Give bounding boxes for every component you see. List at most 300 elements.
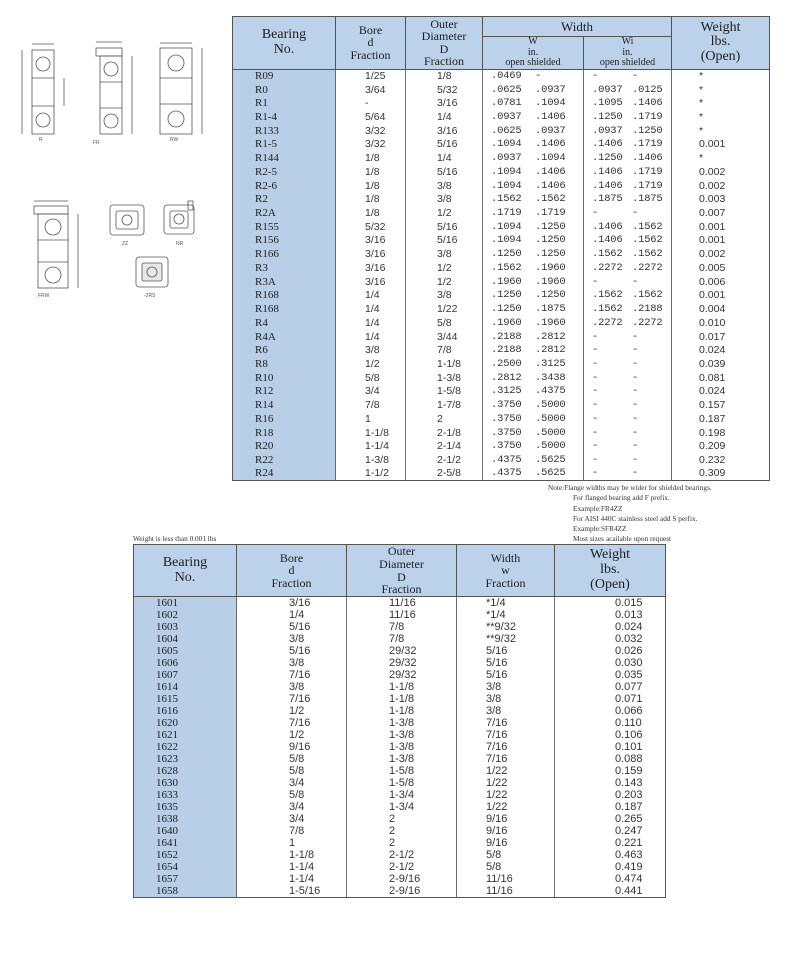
outer-diameter-cell: 1-1/8 — [406, 357, 483, 371]
width-w-shielded: .1875 — [535, 303, 566, 316]
table-row — [233, 412, 770, 426]
width-w-cell — [483, 385, 584, 399]
width-cell: 7/16 — [457, 729, 555, 741]
width-w-open: .0937 — [491, 152, 522, 165]
width-w-open: .1960 — [491, 275, 522, 288]
bore-cell: 3/16 — [336, 261, 406, 275]
note-line: For AISI 440C stainless steel add S perfix. — [573, 513, 698, 523]
width-wi-shielded: .1719 — [632, 138, 663, 151]
width-wi-shielded: - — [632, 440, 639, 453]
table-notes — [548, 483, 788, 545]
bearing-no-cell: 1654 — [134, 861, 237, 873]
outer-diameter-cell: 1-3/4 — [347, 789, 457, 801]
width-wi-open: .1562 — [592, 289, 623, 302]
width-cell: **9/32 — [457, 633, 555, 645]
width-w-open: .4375 — [491, 467, 522, 480]
width-w-shielded: .0937 — [535, 83, 566, 96]
width-w-open: .2812 — [491, 371, 522, 384]
table-row — [134, 849, 666, 861]
table-row — [233, 96, 770, 110]
weight-cell: 0.441 — [555, 885, 666, 898]
outer-diameter-cell: 2-9/16 — [347, 873, 457, 885]
outer-diameter-cell: 1/22 — [406, 302, 483, 316]
width-w-open: .0469 — [491, 70, 522, 83]
weight-footnote: Weight is less than 0.001 lbs — [133, 534, 217, 543]
width-w-cell — [483, 206, 584, 220]
table-row — [134, 777, 666, 789]
width-wi-cell — [584, 302, 672, 316]
width-wi-shielded: - — [632, 344, 639, 357]
outer-diameter-cell: 1-3/8 — [347, 729, 457, 741]
width-w-shielded: .1406 — [535, 165, 566, 178]
weight-cell: 0.247 — [555, 825, 666, 837]
bore-cell: 5/8 — [336, 371, 406, 385]
width-wi-open: .0937 — [592, 124, 623, 137]
outer-diameter-cell: 1/2 — [406, 275, 483, 289]
width-w-cell — [483, 234, 584, 248]
bearing-no-cell: R10 — [233, 371, 336, 385]
bearing-no-cell: 1615 — [134, 693, 237, 705]
width-wi-shielded: - — [632, 426, 639, 439]
table-row — [134, 717, 666, 729]
weight-cell: 0.005 — [672, 261, 770, 275]
header-outer-diameter: Outer Diameter D Fraction — [347, 545, 457, 597]
bore-cell: 3/16 — [237, 597, 347, 610]
bore-cell: 1/4 — [336, 316, 406, 330]
table-row — [134, 813, 666, 825]
bearing-no-cell: R24 — [233, 467, 336, 481]
weight-cell: * — [672, 124, 770, 138]
table-row — [233, 83, 770, 97]
bearing-no-cell: R156 — [233, 234, 336, 248]
table-row — [233, 302, 770, 316]
note-line: Most sizes acailable upon request — [573, 534, 672, 544]
width-w-open: .1094 — [491, 179, 522, 192]
width-wi-cell — [584, 151, 672, 165]
weight-cell: * — [672, 151, 770, 165]
width-wi-shielded: .1719 — [632, 111, 663, 124]
header-width: Width — [483, 17, 672, 37]
outer-diameter-cell: 11/16 — [347, 597, 457, 610]
bearing-no-cell: 1641 — [134, 837, 237, 849]
width-w-cell — [483, 398, 584, 412]
width-w-cell — [483, 316, 584, 330]
weight-cell: 0.032 — [555, 633, 666, 645]
weight-cell: 0.221 — [555, 837, 666, 849]
width-w-cell — [483, 330, 584, 344]
table-row — [233, 453, 770, 467]
width-wi-shielded: - — [632, 467, 639, 480]
bearing-no-cell: 1616 — [134, 705, 237, 717]
weight-cell: 0.232 — [672, 453, 770, 467]
width-w-open: .3750 — [491, 426, 522, 439]
bearing-no-cell: 1614 — [134, 681, 237, 693]
bore-cell: 1 — [237, 837, 347, 849]
width-w-shielded: .1406 — [535, 111, 566, 124]
table-row — [233, 124, 770, 138]
bore-cell: 3/32 — [336, 138, 406, 152]
bore-cell: 5/64 — [336, 110, 406, 124]
bore-cell: 5/8 — [237, 789, 347, 801]
bore-cell: 5/8 — [237, 753, 347, 765]
bearing-no-cell: 1630 — [134, 777, 237, 789]
bearing-no-cell: R4A — [233, 330, 336, 344]
width-w-open: .1094 — [491, 165, 522, 178]
outer-diameter-cell: 2-9/16 — [347, 885, 457, 898]
diagram-label: NR — [176, 241, 184, 247]
table-row — [134, 657, 666, 669]
bore-cell: 1/25 — [336, 69, 406, 83]
width-cell: 9/16 — [457, 837, 555, 849]
table-row — [134, 633, 666, 645]
width-wi-cell — [584, 343, 672, 357]
table-row — [134, 873, 666, 885]
width-wi-cell — [584, 124, 672, 138]
width-wi-shielded: .1875 — [632, 193, 663, 206]
width-wi-shielded: .1562 — [632, 234, 663, 247]
table-row — [134, 837, 666, 849]
weight-cell: 0.419 — [555, 861, 666, 873]
width-wi-shielded: .1250 — [632, 124, 663, 137]
width-w-cell — [483, 467, 584, 481]
table-row — [134, 885, 666, 898]
table-row — [134, 825, 666, 837]
width-w-cell — [483, 165, 584, 179]
width-wi-cell — [584, 96, 672, 110]
weight-cell: 0.209 — [672, 439, 770, 453]
width-w-cell — [483, 138, 584, 152]
bearing-no-cell: R3A — [233, 275, 336, 289]
width-w-open: .1960 — [491, 316, 522, 329]
bore-cell: 1/4 — [336, 302, 406, 316]
bore-cell: 3/4 — [237, 801, 347, 813]
weight-cell: 0.039 — [672, 357, 770, 371]
bearing-no-cell: 1604 — [134, 633, 237, 645]
bore-cell: 1/4 — [336, 289, 406, 303]
table-row — [233, 398, 770, 412]
diagram-label: ZZ — [122, 241, 129, 247]
outer-diameter-cell: 1/4 — [406, 110, 483, 124]
bore-cell: 3/4 — [237, 777, 347, 789]
outer-diameter-cell: 1-3/8 — [347, 753, 457, 765]
table-row — [134, 801, 666, 813]
table-row — [134, 861, 666, 873]
bearing-no-cell: 1635 — [134, 801, 237, 813]
width-wi-cell — [584, 220, 672, 234]
width-w-cell — [483, 412, 584, 426]
width-cell: 5/16 — [457, 645, 555, 657]
width-wi-open: .1406 — [592, 138, 623, 151]
table-row — [233, 220, 770, 234]
width-w-shielded: .1406 — [535, 138, 566, 151]
width-wi-shielded: .1719 — [632, 165, 663, 178]
width-wi-open: - — [592, 467, 599, 480]
bore-cell: 1/4 — [336, 330, 406, 344]
bearing-no-cell: R14 — [233, 398, 336, 412]
bearing-no-cell: R6 — [233, 343, 336, 357]
outer-diameter-cell: 1/2 — [406, 261, 483, 275]
width-w-shielded: .1719 — [535, 207, 566, 220]
width-wi-open: - — [592, 344, 599, 357]
width-wi-cell — [584, 83, 672, 97]
width-w-cell — [483, 220, 584, 234]
bore-cell: 7/16 — [237, 717, 347, 729]
weight-cell: 0.159 — [555, 765, 666, 777]
width-wi-open: - — [592, 412, 599, 425]
weight-cell: 0.157 — [672, 398, 770, 412]
width-wi-shielded: - — [632, 371, 639, 384]
width-cell: 1/22 — [457, 801, 555, 813]
bore-cell: - — [336, 96, 406, 110]
width-w-open: .3125 — [491, 385, 522, 398]
width-w-shielded: .1960 — [535, 275, 566, 288]
width-w-cell — [483, 453, 584, 467]
bore-cell: 1 — [336, 412, 406, 426]
bore-cell: 3/8 — [237, 681, 347, 693]
width-wi-shielded: .2272 — [632, 261, 663, 274]
width-cell: 11/16 — [457, 885, 555, 898]
bore-cell: 3/16 — [336, 247, 406, 261]
bearing-no-cell: 1606 — [134, 657, 237, 669]
width-wi-cell — [584, 275, 672, 289]
bore-cell: 7/8 — [237, 825, 347, 837]
table-row — [134, 705, 666, 717]
outer-diameter-cell: 7/8 — [406, 343, 483, 357]
weight-cell: 0.006 — [672, 275, 770, 289]
outer-diameter-cell: 2-1/2 — [347, 861, 457, 873]
width-cell: 7/16 — [457, 741, 555, 753]
width-w-shielded: .0937 — [535, 124, 566, 137]
width-w-open: .1094 — [491, 234, 522, 247]
width-w-cell — [483, 371, 584, 385]
width-wi-open: - — [592, 357, 599, 370]
bearing-no-cell: R0 — [233, 83, 336, 97]
bearing-no-cell: R2-6 — [233, 179, 336, 193]
width-wi-open: - — [592, 330, 599, 343]
header-outer-diameter: Outer Diameter D Fraction — [406, 17, 483, 70]
bore-cell: 5/32 — [336, 220, 406, 234]
weight-cell: 0.015 — [555, 597, 666, 610]
outer-diameter-cell: 5/8 — [406, 316, 483, 330]
width-cell: *1/4 — [457, 609, 555, 621]
bearing-no-cell: R1-4 — [233, 110, 336, 124]
width-wi-cell — [584, 110, 672, 124]
width-w-shielded: .1406 — [535, 179, 566, 192]
outer-diameter-cell: 2-1/2 — [347, 849, 457, 861]
width-wi-shielded: - — [632, 357, 639, 370]
outer-diameter-cell: 5/16 — [406, 220, 483, 234]
bore-cell: 3/16 — [336, 234, 406, 248]
width-w-cell — [483, 69, 584, 83]
weight-cell: 0.187 — [672, 412, 770, 426]
width-wi-cell — [584, 165, 672, 179]
width-cell: 5/8 — [457, 849, 555, 861]
weight-cell: 0.101 — [555, 741, 666, 753]
width-cell: 11/16 — [457, 873, 555, 885]
outer-diameter-cell: 3/8 — [406, 289, 483, 303]
bore-cell: 3/16 — [336, 275, 406, 289]
width-w-shielded: .5625 — [535, 453, 566, 466]
bearing-no-cell: 1602 — [134, 609, 237, 621]
weight-cell: 0.088 — [555, 753, 666, 765]
width-w-shielded: - — [535, 70, 542, 83]
header-weight: Weight lbs. (Open) — [555, 545, 666, 597]
width-w-cell — [483, 289, 584, 303]
outer-diameter-cell: 5/16 — [406, 234, 483, 248]
width-w-shielded: .3438 — [535, 371, 566, 384]
bore-cell: 1/2 — [336, 357, 406, 371]
diagram-label: RW — [170, 137, 179, 143]
outer-diameter-cell: 29/32 — [347, 645, 457, 657]
table-row — [233, 316, 770, 330]
width-wi-open: - — [592, 440, 599, 453]
bearing-no-cell: 1640 — [134, 825, 237, 837]
diagram-label: FR — [93, 140, 100, 146]
width-wi-shielded: - — [632, 412, 639, 425]
bore-cell: 1-1/8 — [237, 849, 347, 861]
width-w-open: .4375 — [491, 453, 522, 466]
width-w-cell — [483, 261, 584, 275]
weight-cell: 0.035 — [555, 669, 666, 681]
outer-diameter-cell: 1-5/8 — [347, 765, 457, 777]
width-w-open: .2500 — [491, 357, 522, 370]
table-row — [233, 439, 770, 453]
width-wi-cell — [584, 357, 672, 371]
table-row — [233, 138, 770, 152]
bore-cell: 1/2 — [237, 705, 347, 717]
bearing-no-cell: R2-5 — [233, 165, 336, 179]
weight-cell: * — [672, 69, 770, 83]
table-row — [233, 206, 770, 220]
width-wi-cell — [584, 234, 672, 248]
table-row — [134, 681, 666, 693]
width-cell: 3/8 — [457, 681, 555, 693]
weight-cell: 0.024 — [672, 343, 770, 357]
weight-cell: 0.003 — [672, 192, 770, 206]
bearing-no-cell: R166 — [233, 247, 336, 261]
width-w-shielded: .4375 — [535, 385, 566, 398]
width-w-open: .1562 — [491, 193, 522, 206]
width-w-cell — [483, 192, 584, 206]
bore-cell: 1/8 — [336, 206, 406, 220]
bore-cell: 1/8 — [336, 151, 406, 165]
width-wi-open: .0937 — [592, 83, 623, 96]
width-wi-cell — [584, 261, 672, 275]
width-w-cell — [483, 151, 584, 165]
bore-cell: 1-5/16 — [237, 885, 347, 898]
weight-cell: 0.081 — [672, 371, 770, 385]
width-w-cell — [483, 96, 584, 110]
outer-diameter-cell: 1-3/4 — [347, 801, 457, 813]
snap-ring-bearing-diagram — [162, 200, 198, 247]
bore-cell: 3/4 — [336, 385, 406, 399]
header-bearing-no: Bearing No. — [134, 545, 237, 597]
width-w-open: .1094 — [491, 138, 522, 151]
width-cell: **9/32 — [457, 621, 555, 633]
outer-diameter-cell: 2-1/8 — [406, 426, 483, 440]
table-row — [134, 693, 666, 705]
header-bore: Bore d Fraction — [237, 545, 347, 597]
width-wi-cell — [584, 398, 672, 412]
width-wi-shielded: - — [632, 207, 639, 220]
weight-cell: 0.066 — [555, 705, 666, 717]
width-wi-cell — [584, 69, 672, 83]
table-row — [134, 609, 666, 621]
width-w-cell — [483, 275, 584, 289]
width-cell: 9/16 — [457, 813, 555, 825]
width-wi-shielded: - — [632, 275, 639, 288]
width-wi-open: .1406 — [592, 220, 623, 233]
bore-cell: 1-1/4 — [237, 861, 347, 873]
outer-diameter-cell: 2 — [347, 825, 457, 837]
width-w-shielded: .5000 — [535, 440, 566, 453]
width-w-shielded: .5000 — [535, 412, 566, 425]
width-wi-open: - — [592, 275, 599, 288]
bore-cell: 1/2 — [237, 729, 347, 741]
width-wi-cell — [584, 192, 672, 206]
header-bearing-no: Bearing No. — [233, 17, 336, 70]
table-row — [134, 765, 666, 777]
weight-cell: 0.203 — [555, 789, 666, 801]
width-wi-open: - — [592, 385, 599, 398]
weight-cell: 0.106 — [555, 729, 666, 741]
table-row — [233, 343, 770, 357]
double-sealed-bearing-diagram — [134, 255, 170, 299]
width-w-shielded: .3125 — [535, 357, 566, 370]
outer-diameter-cell: 1-3/8 — [347, 741, 457, 753]
outer-diameter-cell: 3/44 — [406, 330, 483, 344]
bearing-spec-table-r-series — [232, 16, 770, 481]
outer-diameter-cell: 5/32 — [406, 83, 483, 97]
weight-cell: 0.013 — [555, 609, 666, 621]
table-row — [233, 247, 770, 261]
width-wi-open: .1562 — [592, 248, 623, 261]
width-wi-shielded: .2272 — [632, 316, 663, 329]
outer-diameter-cell: 2 — [347, 813, 457, 825]
width-cell: 5/8 — [457, 861, 555, 873]
weight-cell: * — [672, 83, 770, 97]
table-row — [233, 69, 770, 83]
width-w-shielded: .1960 — [535, 316, 566, 329]
width-wi-shielded: .1562 — [632, 248, 663, 261]
header-bore: Bore d Fraction — [336, 17, 406, 70]
width-w-open: .0625 — [491, 83, 522, 96]
outer-diameter-cell: 1/8 — [406, 69, 483, 83]
weight-cell: 0.030 — [555, 657, 666, 669]
table-row — [233, 357, 770, 371]
flanged-bearing-cross-section-diagram — [88, 40, 140, 148]
width-cell: *1/4 — [457, 597, 555, 610]
weight-cell: * — [672, 96, 770, 110]
width-cell: 7/16 — [457, 753, 555, 765]
width-w-open: .3750 — [491, 440, 522, 453]
bearing-no-cell: 1628 — [134, 765, 237, 777]
width-wi-open: - — [592, 399, 599, 412]
bore-cell: 1-1/2 — [336, 467, 406, 481]
weight-cell: 0.001 — [672, 138, 770, 152]
table-row — [233, 289, 770, 303]
width-wi-shielded: - — [632, 330, 639, 343]
table-row — [134, 741, 666, 753]
width-cell: 9/16 — [457, 825, 555, 837]
table-row — [134, 729, 666, 741]
width-wi-cell — [584, 330, 672, 344]
bore-cell: 1/8 — [336, 192, 406, 206]
weight-cell: 0.001 — [672, 234, 770, 248]
width-w-shielded: .5625 — [535, 467, 566, 480]
double-shielded-bearing-diagram — [108, 203, 146, 247]
bore-cell: 1/8 — [336, 179, 406, 193]
